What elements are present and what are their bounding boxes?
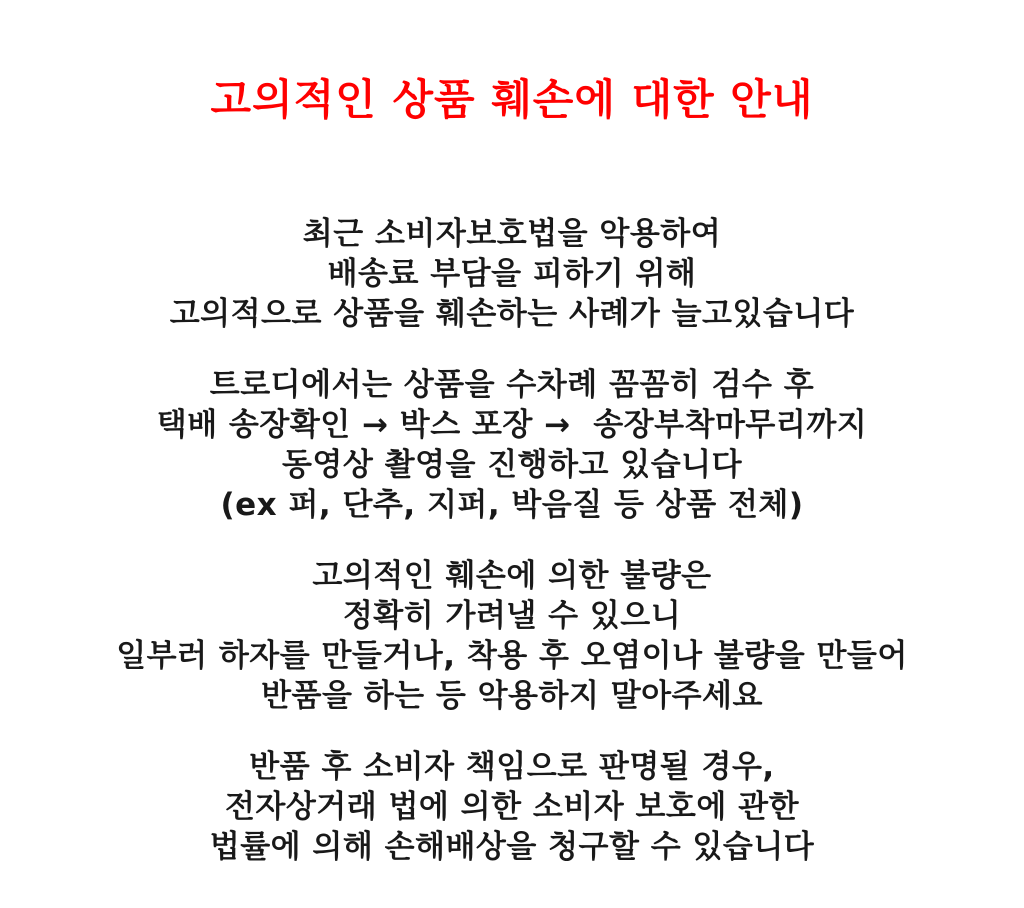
notice-line: 일부러 하자를 만들거나, 착용 후 오염이나 불량을 만들어 [116, 638, 908, 674]
notice-line: 최근 소비자보호법을 악용하여 [302, 216, 722, 252]
notice-line: 트로디에서는 상품을 수차례 꼼꼼히 검수 후 [209, 367, 815, 403]
notice-line: 전자상거래 법에 의한 소비자 보호에 관한 [224, 789, 800, 825]
notice-line: 법률에 의해 손해배상을 청구할 수 있습니다 [209, 829, 815, 865]
notice-line: 동영상 촬영을 진행하고 있습니다 [281, 447, 743, 483]
notice-line: 배송료 부담을 피하기 위해 [327, 256, 697, 292]
notice-line: 반품 후 소비자 책임으로 판명될 경우, [249, 749, 775, 785]
notice-line: 반품을 하는 등 악용하지 말아주세요 [261, 678, 763, 714]
notice-paragraph-1 [0, 214, 1024, 334]
notice-body [0, 214, 1024, 867]
notice-line: 정확히 가려낼 수 있으니 [342, 598, 682, 634]
notice-paragraph-3 [0, 556, 1024, 716]
notice-paragraph-4 [0, 747, 1024, 867]
notice-line: 고의적으로 상품을 훼손하는 사례가 늘고있습니다 [169, 296, 855, 332]
notice-title: 고의적인 상품 훼손에 대한 안내 [210, 75, 814, 124]
notice-line: 택배 송장확인 → 박스 포장 → 송장부착마무리까지 [156, 407, 868, 443]
notice-line: 고의적인 훼손에 의한 불량은 [312, 558, 712, 594]
notice-line: (ex 퍼, 단추, 지퍼, 박음질 등 상품 전체) [220, 487, 804, 523]
notice-paragraph-2 [0, 365, 1024, 525]
